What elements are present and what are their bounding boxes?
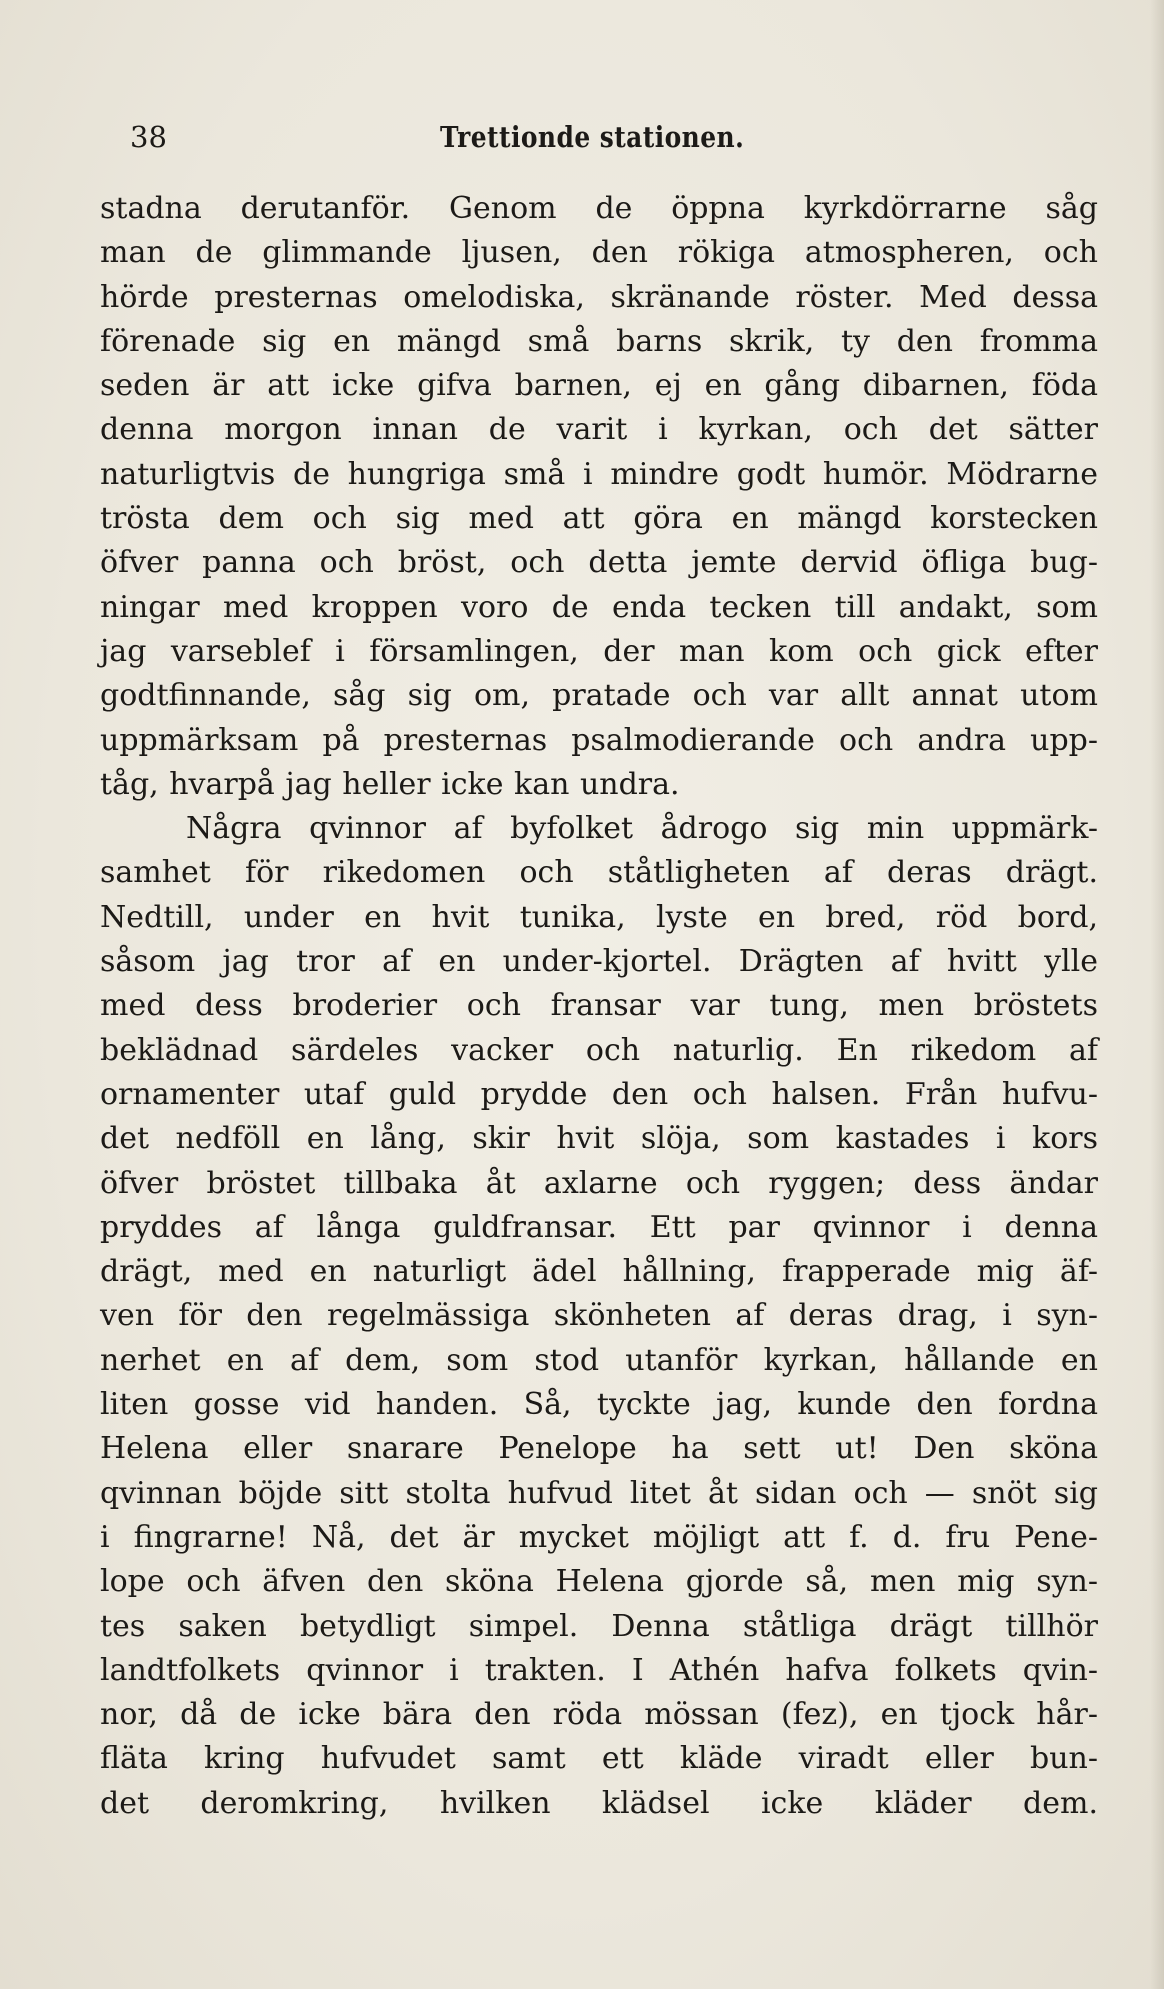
- page-edge-shadow: [1150, 0, 1164, 1989]
- running-head: Trettionde stationen.: [440, 120, 745, 154]
- text-line: öfver bröstet tillbaka åt axlarne och ryggen; dess ändar: [100, 1165, 1098, 1201]
- text-line: det nedföll en lång, skir hvit slöja, som kastades i kors: [100, 1121, 1098, 1157]
- text-line: med dess broderier och fransar var tung, men bröstets: [100, 988, 1098, 1024]
- text-line: qvinnan böjde sitt stolta hufvud litet åt sidan och — snöt sig: [100, 1475, 1098, 1511]
- text-line: lope och äfven den sköna Helena gjorde så, men mig syn-: [100, 1564, 1098, 1600]
- text-line: drägt, med en naturligt ädel hållning, frapperade mig äf-: [100, 1254, 1098, 1290]
- text-line: i fingrarne! Nå, det är mycket möjligt att f. d. fru Pene-: [100, 1519, 1098, 1555]
- text-line: uppmärksam på presternas psalmodierande och andra upp-: [100, 722, 1098, 758]
- text-line: man de glimmande ljusen, den rökiga atmospheren, och: [100, 235, 1098, 271]
- body-text: [100, 187, 1098, 1826]
- paragraph-first-line: Några qvinnor af byfolket ådrogo sig min uppmärk-: [186, 811, 1098, 847]
- text-line: ningar med kroppen voro de enda tecken till andakt, som: [100, 589, 1098, 625]
- text-line: förenade sig en mängd små barns skrik, ty den fromma: [100, 323, 1098, 359]
- text-line: samhet för rikedomen och ståtligheten af deras drägt.: [100, 855, 1098, 891]
- text-line: nerhet en af dem, som stod utanför kyrkan, hållande en: [100, 1342, 1098, 1378]
- text-line: Helena eller snarare Penelope ha sett ut! Den sköna: [100, 1431, 1098, 1467]
- text-line: liten gosse vid handen. Så, tyckte jag, kunde den fordna: [100, 1387, 1098, 1423]
- text-line: stadna derutanför. Genom de öppna kyrkdörrarne såg: [100, 191, 1098, 226]
- text-line: öfver panna och bröst, och detta jemte dervid öfliga bug-: [100, 545, 1098, 581]
- text-line: godtfinnande, såg sig om, pratade och var allt annat utom: [100, 678, 1098, 714]
- text-line: naturligtvis de hungriga små i mindre godt humör. Mödrarne: [100, 456, 1098, 492]
- page-number: 38: [130, 120, 167, 154]
- text-line: pryddes af långa guldfransar. Ett par qvinnor i denna: [100, 1209, 1098, 1245]
- text-line: nor, då de icke bära den röda mössan (fez), en tjock hår-: [100, 1697, 1098, 1733]
- text-line: hörde presternas omelodiska, skränande röster. Med dessa: [100, 279, 1098, 315]
- text-line: landtfolkets qvinnor i trakten. I Athén hafva folkets qvin-: [100, 1652, 1098, 1688]
- paragraph-last-line: tåg, hvarpå jag heller icke kan undra.: [100, 766, 680, 802]
- text-line: ven för den regelmässiga skönheten af deras drag, i syn-: [100, 1298, 1098, 1334]
- text-line: Nedtill, under en hvit tunika, lyste en bred, röd bord,: [100, 899, 1098, 935]
- text-line: trösta dem och sig med att göra en mängd korstecken: [100, 501, 1098, 537]
- text-line: fläta kring hufvudet samt ett kläde viradt eller bun-: [100, 1741, 1098, 1777]
- page-header: [130, 117, 1030, 157]
- text-line: ornamenter utaf guld prydde den och halsen. Från hufvu-: [100, 1076, 1098, 1112]
- text-line: denna morgon innan de varit i kyrkan, och det sätter: [100, 412, 1098, 448]
- text-line: beklädnad särdeles vacker och naturlig. En rikedom af: [100, 1032, 1098, 1068]
- text-line: det deromkring, hvilken klädsel icke kläder dem.: [100, 1785, 1098, 1821]
- text-line: såsom jag tror af en under-kjortel. Drägten af hvitt ylle: [100, 944, 1098, 980]
- text-line: jag varseblef i församlingen, der man kom och gick efter: [100, 633, 1098, 669]
- text-line: seden är att icke gifva barnen, ej en gång dibarnen, föda: [100, 368, 1098, 404]
- text-line: tes saken betydligt simpel. Denna ståtliga drägt tillhör: [100, 1608, 1098, 1644]
